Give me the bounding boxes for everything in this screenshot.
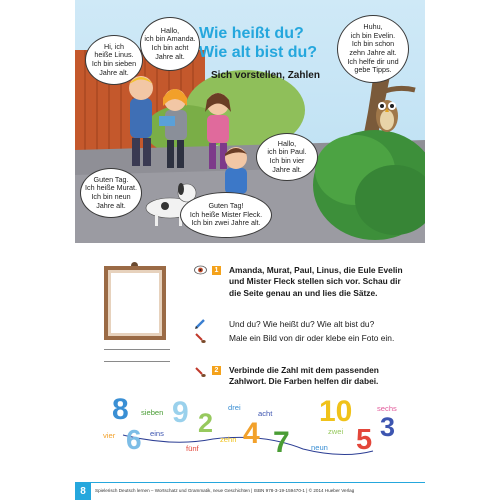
digit-9[interactable]: 9 [172,396,189,429]
speech-text-evelin: Huhu, ich bin Evelin. Ich bin schon zehn Jahre alt. Ich helfe dir und gebe Tipps. [347,22,399,75]
speech-text-amanda: Hallo, ich bin Amanda. Ich bin acht Jahre alt. [144,25,196,61]
speech-bubble-mister-fleck [180,192,272,238]
word-zwei[interactable]: zwei [328,427,344,436]
task-1-badge: 1 [212,266,221,275]
digit-7[interactable]: 7 [273,426,290,459]
task-2-instruction: Verbinde die Zahl mit dem passenden Zahlwort. Die Farben helfen dir dabei. [229,365,379,387]
writing-line-1 [104,349,170,350]
word-zehn[interactable]: zehn [220,435,237,444]
photo-frame [104,266,166,340]
writing-line-2 [104,361,170,362]
page-number: 8 [75,483,91,500]
task-2-badge: 2 [212,366,221,375]
speech-text-linus: Hi, ich heiße Linus. Ich bin sieben Jahre alt. [91,41,137,77]
speech-text-mister-fleck: Guten Tag! Ich heiße Mister Fleck. Ich bin zwei Jahre alt. [189,201,263,228]
pencil-icon [194,318,206,330]
word-drei[interactable]: drei [228,403,241,412]
task-1b-line-2: Male ein Bild von dir oder klebe ein Foto ein. [229,333,395,343]
heading-subtitle: Sich vorstellen, Zahlen [211,70,320,81]
digit-2[interactable]: 2 [198,408,214,438]
task-1-instruction: Amanda, Murat, Paul, Linus, die Eule Evelin und Mister Fleck stellen sich vor. Schau dir die Seite genau an und lies die Sätze. [229,265,403,298]
digit-5[interactable]: 5 [356,424,373,456]
scene-illustration [75,0,425,243]
word-fuenf[interactable]: fünf [186,444,199,453]
footer-text: Spielerisch Deutsch lernen – Wortschatz und Grammatik, neue Geschichten | ISBN 978-3-19-159470-1 | © 2014 Hueber Verlag [95,488,355,493]
word-vier[interactable]: vier [103,431,116,440]
word-sechs[interactable]: sechs [377,404,397,413]
brush-icon [194,332,206,344]
speech-bubble-paul [256,133,318,181]
speech-text-murat: Guten Tag. Ich heiße Murat. Ich bin neun Jahre alt. [85,174,137,210]
speech-bubble-murat [80,168,142,218]
speech-bubble-amanda [140,17,200,71]
heading-line-2: Wie alt bist du? [199,44,318,61]
heading-line-1: Wie heißt du? [199,25,304,42]
word-eins[interactable]: eins [150,429,164,438]
brush-icon-2 [194,366,206,378]
word-sieben[interactable]: sieben [141,408,164,417]
speech-bubble-evelin [337,15,409,83]
footer-rule [75,482,425,483]
eye-icon [194,265,207,275]
digit-3[interactable]: 3 [380,412,396,442]
speech-bubble-linus [85,35,143,85]
digit-6[interactable]: 6 [126,424,142,455]
task-1b-line-1: Und du? Wie heißt du? Wie alt bist du? [229,319,375,329]
digit-8[interactable]: 8 [112,393,129,426]
word-acht[interactable]: acht [258,409,273,418]
word-neun[interactable]: neun [311,443,328,452]
digit-10[interactable]: 10 [319,395,353,428]
digit-4[interactable]: 4 [243,417,260,450]
speech-text-paul: Hallo, ich bin Paul. Ich bin vier Jahre alt. [267,138,307,174]
